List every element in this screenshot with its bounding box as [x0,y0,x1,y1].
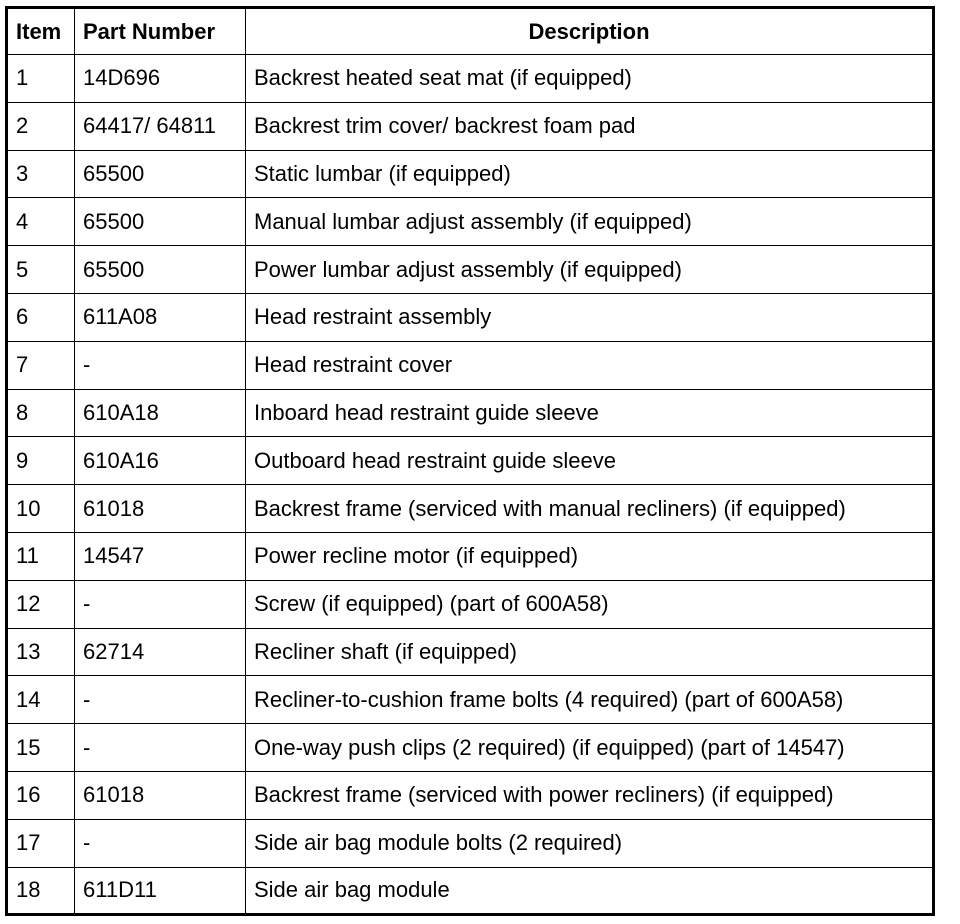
table-header [7,8,934,55]
table-row [7,771,934,819]
cell-description: Side air bag module [246,867,934,915]
cell-part-number: - [75,580,246,628]
cell-item: 7 [7,341,75,389]
cell-item: 9 [7,437,75,485]
cell-item: 18 [7,867,75,915]
table-row [7,676,934,724]
cell-item: 2 [7,102,75,150]
header-item: Item [7,8,75,55]
cell-part-number: - [75,676,246,724]
cell-item: 11 [7,532,75,580]
cell-description: Side air bag module bolts (2 required) [246,819,934,867]
cell-part-number: 611D11 [75,867,246,915]
cell-description: Static lumbar (if equipped) [246,150,934,198]
cell-part-number: 610A16 [75,437,246,485]
table-row [7,102,934,150]
table-row [7,724,934,772]
cell-item: 3 [7,150,75,198]
cell-item: 12 [7,580,75,628]
cell-description: Inboard head restraint guide sleeve [246,389,934,437]
cell-item: 5 [7,246,75,294]
cell-description: Recliner-to-cushion frame bolts (4 required) (part of 600A58) [246,676,934,724]
cell-item: 13 [7,628,75,676]
cell-description: Head restraint cover [246,341,934,389]
cell-part-number: - [75,819,246,867]
table-row [7,437,934,485]
cell-part-number: 65500 [75,198,246,246]
cell-description: Screw (if equipped) (part of 600A58) [246,580,934,628]
table-row [7,293,934,341]
cell-description: Outboard head restraint guide sleeve [246,437,934,485]
cell-item: 17 [7,819,75,867]
cell-item: 8 [7,389,75,437]
table-row [7,532,934,580]
table-row [7,55,934,103]
table-row [7,198,934,246]
cell-description: Backrest frame (serviced with power recliners) (if equipped) [246,771,934,819]
parts-table [5,6,935,916]
cell-description: Power recline motor (if equipped) [246,532,934,580]
cell-item: 1 [7,55,75,103]
header-part-number: Part Number [75,8,246,55]
cell-part-number: 62714 [75,628,246,676]
cell-item: 14 [7,676,75,724]
header-description: Description [246,8,934,55]
cell-part-number: 61018 [75,771,246,819]
cell-part-number: 14547 [75,532,246,580]
cell-description: Backrest trim cover/ backrest foam pad [246,102,934,150]
cell-description: Manual lumbar adjust assembly (if equipped) [246,198,934,246]
cell-item: 4 [7,198,75,246]
table-row [7,246,934,294]
cell-part-number: - [75,341,246,389]
table-row [7,389,934,437]
table-row [7,628,934,676]
cell-part-number: 61018 [75,485,246,533]
cell-part-number: 65500 [75,150,246,198]
cell-item: 10 [7,485,75,533]
table-row [7,341,934,389]
table-body [7,55,934,915]
cell-description: Recliner shaft (if equipped) [246,628,934,676]
cell-description: Head restraint assembly [246,293,934,341]
table-row [7,867,934,915]
header-row [7,8,934,55]
cell-item: 15 [7,724,75,772]
cell-description: Backrest frame (serviced with manual recliners) (if equipped) [246,485,934,533]
cell-part-number: 64417/ 64811 [75,102,246,150]
cell-part-number: 611A08 [75,293,246,341]
table-row [7,819,934,867]
cell-item: 6 [7,293,75,341]
cell-description: Power lumbar adjust assembly (if equipped) [246,246,934,294]
cell-description: Backrest heated seat mat (if equipped) [246,55,934,103]
table-row [7,150,934,198]
cell-item: 16 [7,771,75,819]
cell-part-number: 14D696 [75,55,246,103]
cell-part-number: 65500 [75,246,246,294]
cell-part-number: - [75,724,246,772]
table-row [7,485,934,533]
cell-description: One-way push clips (2 required) (if equipped) (part of 14547) [246,724,934,772]
cell-part-number: 610A18 [75,389,246,437]
table-row [7,580,934,628]
